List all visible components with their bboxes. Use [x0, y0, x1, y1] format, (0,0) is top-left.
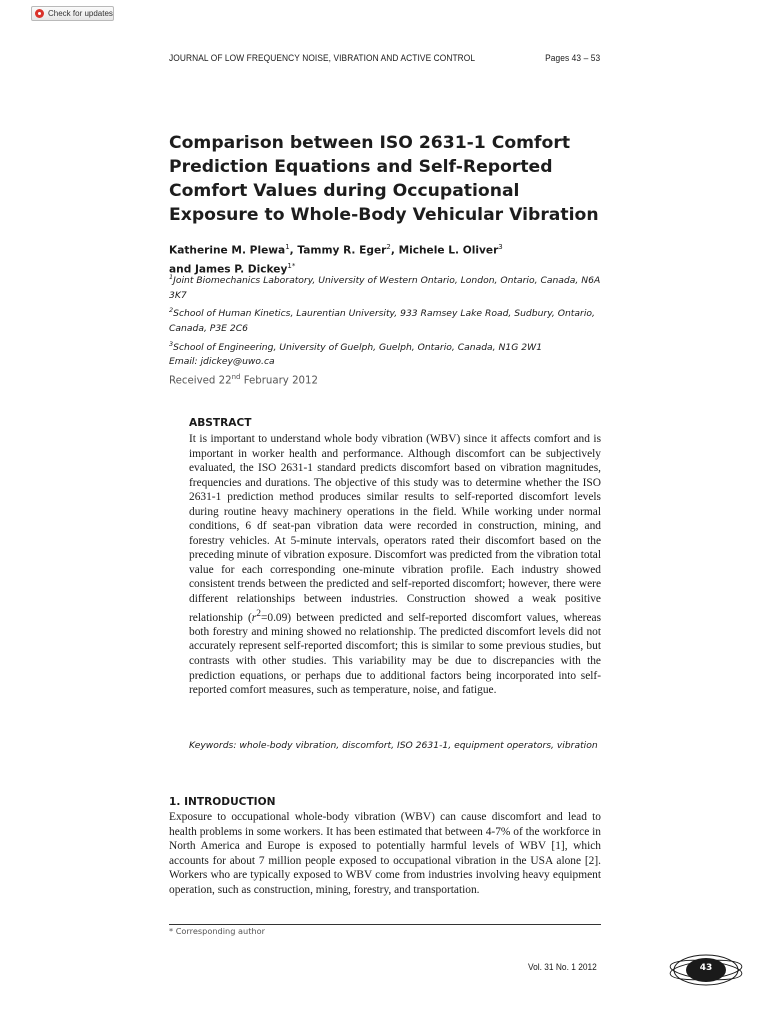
check-for-updates-button[interactable]: [31, 6, 114, 21]
page-number: 43: [699, 963, 713, 973]
author-3: Michele L. Oliver: [398, 244, 499, 257]
footnote-divider: [169, 924, 601, 925]
keywords: Keywords: whole-body vibration, discomfort, ISO 2631-1, equipment operators, vibration: [189, 740, 598, 751]
author-1-affil: 1: [285, 243, 290, 251]
author-4: and James P. Dickey: [169, 263, 288, 276]
author-2-affil: 2: [386, 243, 391, 251]
page-number-badge: [669, 952, 743, 988]
abstract-text: It is important to understand whole body vibration (WBV) since it affects comfort and is important in worker health and performance. Although discomfort can be subjectively evaluated, the ISO 2631-1 standard predicts discomfort based on vibration magnitudes, frequencies and durations. The objective of this study was to determine whether the ISO 2631-1 prediction method produces similar results to self-reported discomfort levels during routine heavy machinery operations in the field. While working under normal conditions, 6 df seat-pan vibration data were recorded in construction, mining, and forestry vehicles. At 5-minute intervals, operators rated their discomfort based on the preceding minute of vibration exposure. Discomfort was predicted from the vibration total value for each corresponding one-minute vibration profile. Each industry showed consistent trends between the predicted and self-reported discomfort; however, there were different relationships between industries. Construction showed a weak positive relationship $(r^2=0.09)$ between predicted and self-reported discomfort values, whereas both forestry and mining showed no relationship. The predicted discomfort levels did not accurately represent self-reported discomfort; this is similar to some previous studies, but contrasts with other studies. This variability may be due to discrepancies with the prediction equations, or perhaps due to additional factors being incorporated into self-reported comfort measures, such as temperature, noise, and fatigue.: [189, 433, 601, 697]
introduction-heading: 1. INTRODUCTION: [169, 796, 276, 808]
page-range: Pages 43 – 53: [545, 53, 601, 64]
abstract-heading: ABSTRACT: [189, 417, 252, 429]
affiliations: [169, 270, 609, 370]
article-title: Comparison between ISO 2631-1 Comfort Prediction Equations and Self-Reported Comfort Values during Occupational Exposure to Whole-Body Vehicular Vibration: [169, 133, 599, 225]
corresponding-email: Email: jdickey@uwo.ca: [169, 356, 275, 368]
journal-name: JOURNAL OF LOW FREQUENCY NOISE, VIBRATION AND ACTIVE CONTROL: [169, 53, 476, 64]
author-2: Tammy R. Eger: [297, 244, 387, 257]
affiliation-2: $^2$School of Human Kinetics, Laurentian University, 933 Ramsey Lake Road, Sudbury, Ontario, Canada, P3E 2C6: [169, 306, 595, 334]
author-3-affil: 3: [498, 243, 503, 251]
r-symbol: r: [251, 611, 257, 624]
footnote: * Corresponding author: [169, 926, 265, 936]
received-date: Received 22nd February 2012: [169, 373, 318, 387]
affiliation-1: $^1$Joint Biomechanics Laboratory, University of Western Ontario, London, Ontario, Canada, N6A 3K7: [169, 273, 601, 301]
affiliation-3: $^3$School of Engineering, University of Guelph, Guelph, Ontario, Canada, N1G 2W1: [169, 339, 543, 353]
running-head: [169, 53, 600, 64]
check-for-updates-label: Check for updates: [48, 9, 113, 18]
author-1: Katherine M. Plewa: [169, 244, 286, 257]
volume-info: Vol. 31 No. 1 2012: [528, 962, 597, 973]
author-list: Katherine M. Plewa$^1$, Tammy R. Eger$^2$, Michele L. Oliver$^3$ and James P. Dickey$^{1*}$: [169, 243, 503, 276]
author-4-affil: 1*: [287, 261, 296, 270]
introduction-text: Exposure to occupational whole-body vibration (WBV) can cause discomfort and lead to health problems in some workers. It has been estimated that between 4-7% of the workforce in North America and Europe is exposed to potentially harmful levels of WBV [1], which accounts for about 7 million people exposed to occupational vibration in the USA alone [2]. Workers who are typically exposed to WBV come from industries involving heavy equipment operation, such as construction, mining, forestry, and transportation.: [169, 811, 601, 896]
crossmark-icon: [35, 9, 44, 18]
